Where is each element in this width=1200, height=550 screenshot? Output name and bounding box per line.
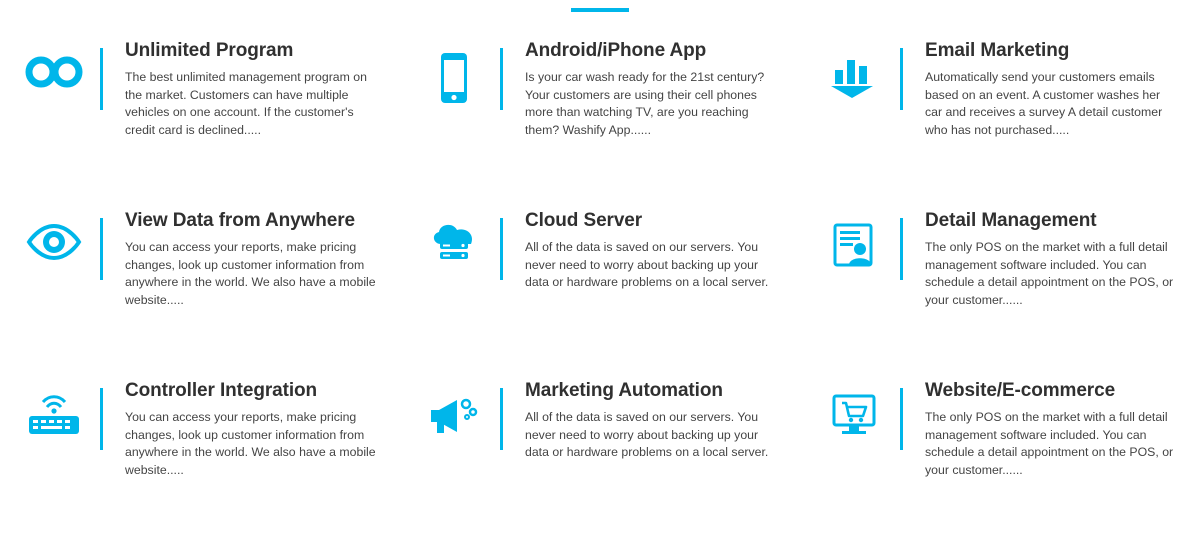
feature-description: The only POS on the market with a full detail management software included. You can schedule a detail appointment on the POS, or your customer...... xyxy=(925,240,1174,307)
feature-text xyxy=(525,210,783,292)
feature-text xyxy=(925,380,1177,479)
feature-card-unlimited-program xyxy=(0,40,400,210)
infinity-icon xyxy=(8,40,100,92)
accent-divider xyxy=(500,48,503,110)
feature-card-controller-integration xyxy=(0,380,400,550)
feature-text xyxy=(125,380,377,479)
feature-description: All of the data is saved on our servers. You never need to worry about backing up your data or hardware problems on a local server. xyxy=(525,410,769,459)
keyboard-wifi-icon xyxy=(8,380,100,438)
feature-title: Detail Management xyxy=(925,210,1097,231)
cloud-server-icon xyxy=(408,210,500,268)
feature-title: Cloud Server xyxy=(525,210,643,231)
feature-title: View Data from Anywhere xyxy=(125,210,355,231)
accent-divider xyxy=(100,218,103,280)
accent-divider xyxy=(500,218,503,280)
feature-card-android-iphone-app xyxy=(400,40,800,210)
feature-text xyxy=(125,40,377,139)
accent-divider xyxy=(900,388,903,450)
top-accent-rule xyxy=(571,8,629,12)
feature-text xyxy=(525,380,783,462)
feature-description: You can access your reports, make pricing changes, look up customer information from anywhere in the world. We also have a mobile website..... xyxy=(125,410,376,477)
accent-divider xyxy=(900,218,903,280)
email-chart-icon xyxy=(808,40,900,98)
feature-text xyxy=(925,210,1177,309)
feature-text xyxy=(125,210,377,309)
feature-title: Unlimited Program xyxy=(125,40,294,61)
feature-title: Website/E-commerce xyxy=(925,380,1116,401)
features-grid xyxy=(0,40,1200,550)
feature-card-view-data-anywhere xyxy=(0,210,400,380)
feature-description: Automatically send your customers emails based on an event. A customer washes her car and receives a survey A detail customer who has not purchased..... xyxy=(925,70,1163,137)
feature-card-website-ecommerce xyxy=(800,380,1200,550)
feature-card-email-marketing xyxy=(800,40,1200,210)
feature-description: Is your car wash ready for the 21st century? Your customers are using their cell phones more than watching TV, are you reaching them? Washify App...... xyxy=(525,70,765,137)
feature-title: Android/iPhone App xyxy=(525,40,707,61)
feature-title: Controller Integration xyxy=(125,380,318,401)
accent-divider xyxy=(900,48,903,110)
feature-text xyxy=(925,40,1177,139)
feature-description: You can access your reports, make pricing changes, look up customer information from anywhere in the world. We also have a mobile website..... xyxy=(125,240,376,307)
ecommerce-monitor-icon xyxy=(808,380,900,438)
feature-description: The best unlimited management program on the market. Customers can have multiple vehicles on one account. If the customer's credit card is declined..... xyxy=(125,70,367,137)
feature-title: Marketing Automation xyxy=(525,380,723,401)
eye-icon xyxy=(8,210,100,262)
smartphone-icon xyxy=(408,40,500,104)
feature-card-cloud-server xyxy=(400,210,800,380)
feature-title: Email Marketing xyxy=(925,40,1070,61)
megaphone-icon xyxy=(408,380,500,436)
accent-divider xyxy=(100,48,103,110)
feature-description: The only POS on the market with a full detail management software included. You can schedule a detail appointment on the POS, or your customer...... xyxy=(925,410,1174,477)
feature-card-detail-management xyxy=(800,210,1200,380)
feature-description: All of the data is saved on our servers. You never need to worry about backing up your data or hardware problems on a local server. xyxy=(525,240,769,289)
feature-text xyxy=(525,40,783,139)
accent-divider xyxy=(500,388,503,450)
feature-card-marketing-automation xyxy=(400,380,800,550)
accent-divider xyxy=(100,388,103,450)
detail-person-icon xyxy=(808,210,900,268)
